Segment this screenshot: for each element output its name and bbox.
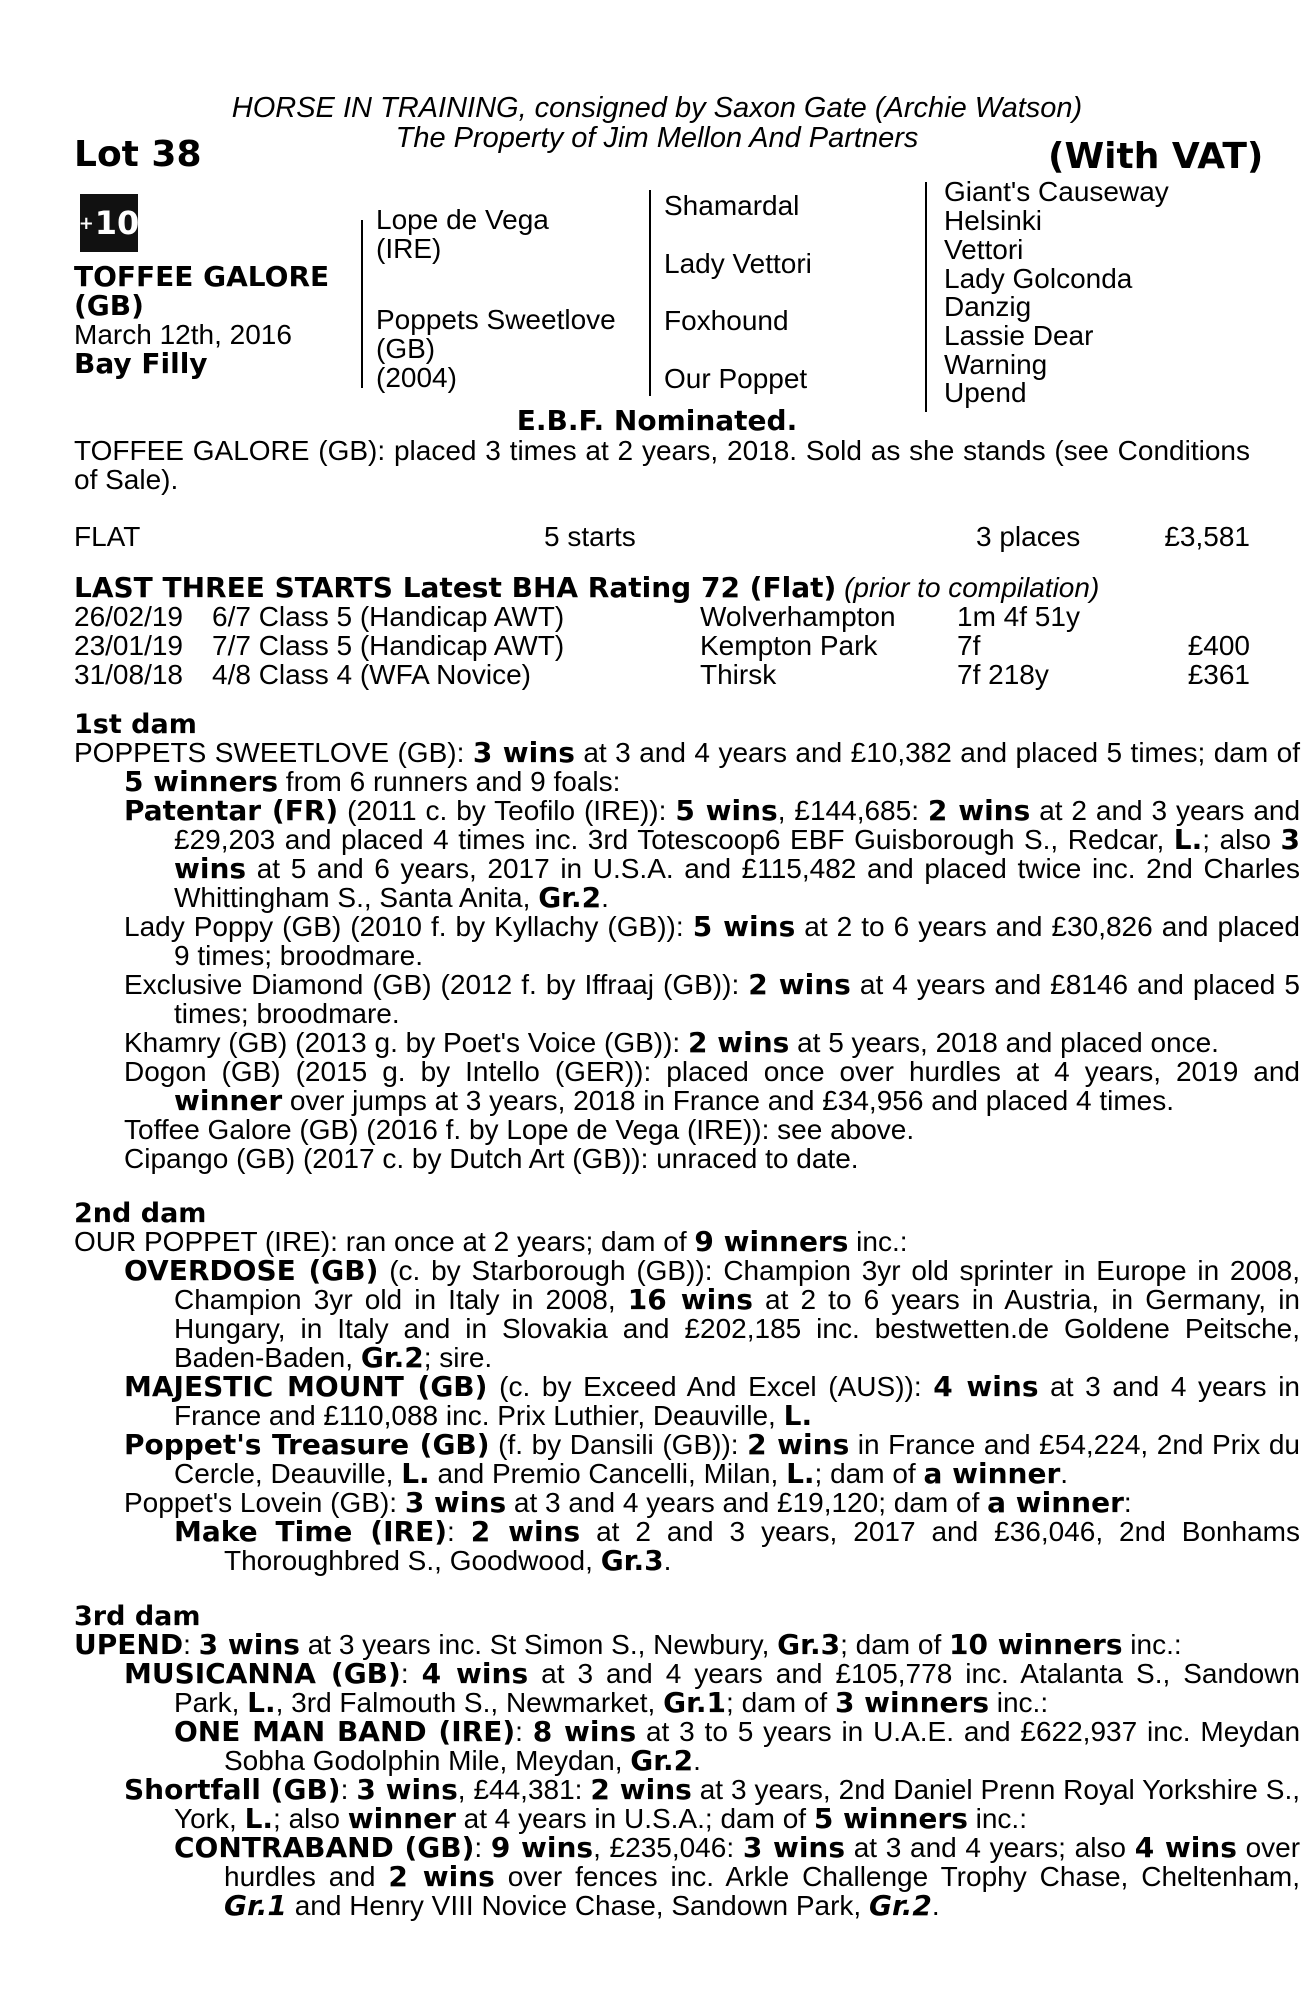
lot-number: Lot 38 (74, 134, 202, 175)
t: 5 winners (813, 1802, 968, 1835)
t: UPEND (74, 1628, 184, 1661)
ebf-nominated: E.B.F. Nominated. (516, 404, 798, 437)
pedigree-divider-3 (925, 182, 927, 412)
t: Poppet's Treasure (GB) (124, 1428, 490, 1461)
t: over fences inc. Arkle Challenge Trophy Chase, Cheltenham, (494, 1861, 1300, 1892)
t: MAJESTIC MOUNT (GB) (124, 1370, 488, 1403)
start-course: Thirsk (700, 659, 777, 690)
t: Gr.2 (869, 1889, 932, 1922)
t: Gr.2 (360, 1341, 424, 1374)
offspring-toffee-galore: Toffee Galore (GB) (2016 f. by Lope de Vega (IRE)): see above. (124, 1114, 915, 1145)
vat-label: (With VAT) (1048, 136, 1264, 177)
t: , £235,046: (593, 1832, 743, 1863)
t: Gr.2 (630, 1744, 694, 1777)
offspring-poppets-treasure (124, 1430, 1300, 1488)
second-dam-heading: 2nd dam (74, 1198, 207, 1229)
pedigree-gen2: Lady Vettori (664, 248, 812, 279)
pedigree-divider-2 (649, 190, 651, 396)
t: L. (244, 1802, 274, 1835)
sire-name: Lope de Vega (376, 204, 549, 235)
start-course: Wolverhampton (700, 601, 896, 632)
dam-origin: (GB) (376, 333, 436, 364)
t: 10 winners (949, 1628, 1123, 1661)
pedigree-gen2: Foxhound (664, 305, 789, 336)
third-dam-heading: 3rd dam (74, 1601, 201, 1632)
t: , £44,381: (457, 1774, 591, 1805)
t: a winner (987, 1486, 1124, 1519)
offspring-patentar (124, 796, 1300, 912)
horse-summary: TOFFEE GALORE (GB): placed 3 times at 2 years, 2018. Sold as she stands (see Conditions of Sale). (74, 435, 1250, 495)
t: at 3 years, 2nd Daniel Prenn Royal Yorkshire S., York, (174, 1774, 1301, 1834)
pedigree-gen2: Our Poppet (664, 363, 808, 394)
record-places: 3 places (976, 521, 1081, 552)
t: 2 wins (927, 794, 1031, 827)
t: 4 wins (1134, 1831, 1237, 1864)
start-prize: £361 (1187, 659, 1250, 690)
offspring-poppets-lovein (124, 1488, 1250, 1517)
t: 3 winners (834, 1686, 989, 1719)
t: 9 winners (694, 1225, 849, 1258)
t: at 5 and 6 years, 2017 in U.S.A. and £115,482 and placed twice inc. 2nd Charles Whittingham S., Santa Anita, (174, 853, 1300, 913)
record-starts: 5 starts (544, 521, 636, 552)
t: at 4 years and £8146 and placed 5 times; broodmare. (174, 969, 1300, 1029)
t: at 2 to 6 years in Austria, in Germany, in Hungary, in Italy and in Slovakia and £202,185 inc. bestwetten.de Goldene Peitsche, Baden-Baden, (174, 1284, 1300, 1373)
t: over jumps at 3 years, 2018 in France and £34,956 and placed 4 times. (282, 1085, 1175, 1116)
t: 4 wins (421, 1657, 529, 1690)
start-race: 6/7 Class 5 (Handicap AWT) (212, 601, 565, 632)
t: at 4 years in U.S.A.; dam of (455, 1803, 814, 1834)
start-race: 4/8 Class 4 (WFA Novice) (212, 659, 531, 690)
t: 3 wins (404, 1486, 507, 1519)
offspring-musicanna (124, 1659, 1300, 1717)
t: 3 wins (742, 1831, 846, 1864)
t: 3 wins (356, 1773, 458, 1806)
t: L. (401, 1457, 430, 1490)
t: inc.: (967, 1803, 1027, 1834)
t: 5 wins (675, 794, 778, 827)
t: inc.: (1122, 1629, 1182, 1660)
t: 3 wins (198, 1628, 300, 1661)
t: Patentar (FR) (124, 794, 339, 827)
t: inc.: (848, 1226, 908, 1257)
t: at 5 years, 2018 and placed once. (789, 1027, 1219, 1058)
consignor-line: HORSE IN TRAINING, consigned by Saxon Gate (Archie Watson) (231, 92, 1083, 124)
t: inc.: (988, 1687, 1049, 1718)
t: L. (783, 1399, 813, 1432)
t: ; sire. (423, 1342, 493, 1373)
t: 16 wins (627, 1283, 753, 1316)
t: Gr.1 (224, 1889, 287, 1922)
t: a winner (923, 1457, 1061, 1490)
t: at 2 and 3 years and £29,203 and placed 4 times inc. 3rd Totescoop6 EBF Guisborough S., Redcar, (174, 795, 1301, 855)
offspring-lady-poppy (124, 912, 1300, 970)
offspring-overdose (124, 1256, 1300, 1372)
badge-plus: + (78, 212, 94, 234)
t: MUSICANNA (GB) (124, 1657, 401, 1690)
offspring-exclusive-diamond (124, 970, 1300, 1028)
t: at 3 and 4 years and £19,120; dam of (506, 1487, 988, 1518)
t: Gr.1 (663, 1686, 727, 1719)
sire-origin: (IRE) (376, 233, 442, 264)
t: Lady Poppy (GB) (2010 f. by Kyllachy (GB)): (124, 911, 693, 942)
t: 8 wins (532, 1715, 637, 1748)
t: 2 wins (590, 1773, 692, 1806)
start-distance: 7f 218y (957, 659, 1049, 690)
third-dam-record (74, 1630, 1250, 1659)
offspring-khamry (124, 1028, 1300, 1057)
t: at 3 and 4 years and £10,382 and placed 5 times; dam of (574, 737, 1301, 768)
pedigree-gen3: Vettori (944, 234, 1024, 265)
t: winner (174, 1084, 283, 1117)
t: at 3 and 4 years; also (845, 1832, 1135, 1863)
start-date: 31/08/18 (74, 659, 183, 690)
t: 2 wins (388, 1860, 495, 1893)
t: at 3 years inc. St Simon S., Newbury, (299, 1629, 778, 1660)
t: ; dam of (814, 1458, 924, 1489)
pedigree-gen3: Upend (944, 377, 1027, 408)
t: from 6 runners and 9 foals: (278, 766, 621, 797)
start-distance: 1m 4f 51y (957, 601, 1080, 632)
offspring-one-man-band (174, 1717, 1300, 1775)
offspring-cipango: Cipango (GB) (2017 c. by Dutch Art (GB)): unraced to date. (124, 1143, 859, 1174)
t: 5 wins (692, 910, 796, 943)
t: Make Time (IRE) (174, 1515, 447, 1548)
tattersalls-badge-icon (80, 194, 138, 252)
last-three-heading (74, 573, 1099, 602)
t: . (1060, 1458, 1069, 1489)
t: in France and £54,224, 2nd Prix du Cercle, Deauville, (174, 1429, 1300, 1489)
pedigree-gen3: Danzig (944, 291, 1032, 322)
t: 3 wins (472, 736, 575, 769)
t: winner (347, 1802, 456, 1835)
badge-number: 10 (94, 204, 140, 242)
pedigree-divider-1 (361, 220, 363, 388)
t: ; dam of (726, 1687, 835, 1718)
start-distance: 7f (957, 630, 981, 661)
t: Gr.3 (777, 1628, 841, 1661)
last-three-title: LAST THREE STARTS Latest BHA Rating 72 (Flat) (74, 571, 837, 604)
horse-sex: Bay Filly (74, 347, 208, 380)
t: 2 wins (688, 1026, 790, 1059)
t: CONTRABAND (GB) (174, 1831, 475, 1864)
t: at 3 and 4 years and £105,778 inc. Atalanta S., Sandown Park, (174, 1658, 1301, 1718)
t: ; also (1202, 824, 1281, 855)
t: 5 winners (124, 765, 279, 798)
t: . (693, 1745, 701, 1776)
start-prize: £400 (1187, 630, 1250, 661)
t: (2011 c. by Teofilo (IRE)): (338, 795, 676, 826)
t: 9 wins (490, 1831, 594, 1864)
t: OVERDOSE (GB) (124, 1254, 379, 1287)
t: 2 wins (747, 1428, 850, 1461)
t: OUR POPPET (IRE): ran once at 2 years; dam of (74, 1226, 695, 1257)
t: Khamry (GB) (2013 g. by Poet's Voice (GB)): (124, 1027, 688, 1058)
t: 4 wins (933, 1370, 1039, 1403)
t: . (663, 1545, 672, 1576)
t: 2 wins (748, 968, 851, 1001)
second-dam-record (74, 1227, 1250, 1256)
start-course: Kempton Park (700, 630, 878, 661)
pedigree-gen3: Helsinki (944, 205, 1043, 236)
pedigree-gen2: Shamardal (664, 190, 800, 221)
pedigree-gen3: Lassie Dear (944, 320, 1094, 351)
horse-dob: March 12th, 2016 (74, 319, 292, 350)
t: : (474, 1832, 491, 1863)
first-dam-record (74, 738, 1300, 796)
dam-name: Poppets Sweetlove (376, 304, 616, 335)
horse-origin: (GB) (74, 289, 144, 322)
pedigree-gen3: Lady Golconda (944, 263, 1133, 294)
record-code: FLAT (74, 521, 141, 552)
t: ONE MAN BAND (IRE) (174, 1715, 516, 1748)
t: , 3rd Falmouth S., Newmarket, (275, 1687, 664, 1718)
t: : (400, 1658, 422, 1689)
offspring-contraband (174, 1833, 1300, 1920)
t: L. (1173, 823, 1203, 856)
record-earnings: £3,581 (1164, 521, 1250, 552)
t: 3 wins (174, 823, 1300, 885)
offspring-dogon (124, 1057, 1300, 1115)
t: over hurdles and (224, 1832, 1301, 1892)
t: : (183, 1629, 199, 1660)
t: . (931, 1890, 940, 1921)
t: Shortfall (GB) (124, 1773, 341, 1806)
t: 2 wins (470, 1515, 581, 1548)
start-date: 23/01/19 (74, 630, 183, 661)
t: : (515, 1716, 533, 1747)
first-dam-heading: 1st dam (74, 709, 197, 740)
pedigree-gen3: Giant's Causeway (944, 176, 1169, 207)
offspring-majestic-mount (124, 1372, 1300, 1430)
t: Exclusive Diamond (GB) (2012 f. by Iffraaj (GB)): (124, 969, 749, 1000)
t: and Premio Cancelli, Milan, (429, 1458, 787, 1489)
t: : (340, 1774, 357, 1805)
t: at 3 to 5 years in U.A.E. and £622,937 inc. Meydan Sobha Godolphin Mile, Meydan, (224, 1716, 1301, 1776)
t: . (601, 882, 609, 913)
t: , £144,685: (777, 795, 928, 826)
t: Dogon (GB) (2015 g. by Intello (GER)): placed once over hurdles at 4 years, 2019 and (124, 1056, 1300, 1087)
t: : (1123, 1487, 1132, 1518)
last-three-note: (prior to compilation) (844, 572, 1100, 603)
t: (c. by Exceed And Excel (AUS)): (487, 1371, 934, 1402)
t: at 3 and 4 years in France and £110,088 inc. Prix Luthier, Deauville, (174, 1371, 1300, 1431)
t: ; dam of (840, 1629, 949, 1660)
offspring-shortfall (124, 1775, 1300, 1833)
dam-year: (2004) (376, 362, 457, 393)
t: (f. by Dansili (GB)): (489, 1429, 748, 1460)
start-race: 7/7 Class 5 (Handicap AWT) (212, 630, 565, 661)
offspring-make-time (174, 1517, 1300, 1575)
horse-name: TOFFEE GALORE (74, 260, 330, 293)
t: Poppet's Lovein (GB): (124, 1487, 405, 1518)
t: L. (786, 1457, 815, 1490)
t: at 2 to 6 years and £30,826 and placed 9 times; broodmare. (174, 911, 1300, 971)
t: Gr.3 (600, 1544, 664, 1577)
t: L. (247, 1686, 276, 1719)
t: and Henry VIII Novice Chase, Sandown Park, (286, 1890, 869, 1921)
t: : (447, 1516, 471, 1547)
t: (c. by Starborough (GB)): Champion 3yr old sprinter in Europe in 2008, Champion 3yr old in Italy in 2008, (174, 1255, 1300, 1315)
t: ; also (273, 1803, 348, 1834)
pedigree-gen3: Warning (944, 349, 1048, 380)
t: at 2 and 3 years, 2017 and £36,046, 2nd Bonhams Thoroughbred S., Goodwood, (224, 1516, 1300, 1576)
start-date: 26/02/19 (74, 601, 183, 632)
t: POPPETS SWEETLOVE (GB): (74, 737, 473, 768)
t: Gr.2 (538, 881, 602, 914)
owner-line: The Property of Jim Mellon And Partners (395, 122, 919, 154)
